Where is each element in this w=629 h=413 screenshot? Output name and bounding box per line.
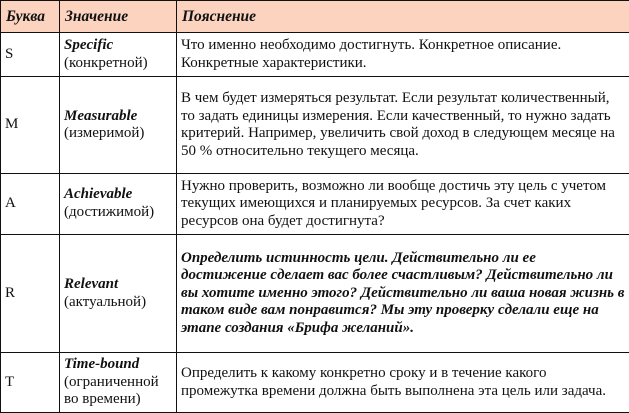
row-meaning (60, 353, 177, 413)
header-letter: Буква (1, 1, 60, 33)
table-row-achievable (1, 174, 629, 235)
row-explanation: В чем будет измеряться результат. Если результат количественный, то задать единицы измерения. Если качественный, то нужно задать критерий. Например, увеличить свой доход в следующем месяце на 50 % относительно текущего месяца. (177, 77, 629, 174)
term-ru: (конкретной) (64, 54, 148, 71)
header-row (1, 1, 629, 33)
row-letter: A (1, 174, 60, 235)
row-explanation: Что именно необходимо достигнуть. Конкретное описание. Конкретные характеристики. (177, 33, 629, 77)
term-en: Specific (64, 37, 114, 54)
table-row-time-bound (1, 353, 629, 413)
term-en: Achievable (64, 186, 133, 203)
row-meaning (60, 174, 177, 235)
row-letter: S (1, 33, 60, 77)
term-ru: (достижимой) (64, 203, 155, 220)
row-meaning (60, 77, 177, 174)
row-meaning (60, 234, 177, 352)
row-explanation: Нужно проверить, возможно ли вообще достичь эту цель с учетом текущих имеющихся и планируемых ресурсов. За счет каких ресурсов она будет достигнута? (177, 174, 629, 235)
term-en: Relevant (64, 276, 119, 293)
term-ru: (измеримой) (64, 125, 145, 142)
header-meaning: Значение (60, 1, 177, 33)
table-row-relevant (1, 234, 629, 352)
row-explanation: Определить истинность цели. Действительно ли ее достижение сделает вас более счастливым? Действительно ли вы хотите именно этого? Действительно ли ваша новая жизнь в таком виде вам понравится? Мы эту проверку сделали еще на этапе создания «Брифа желаний». (177, 234, 629, 352)
row-explanation: Определить к какому конкретно сроку и в течение какого промежутка времени должна быть выполнена эта цель или задача. (177, 353, 629, 413)
row-letter: R (1, 234, 60, 352)
row-meaning (60, 33, 177, 77)
term-en: Measurable (64, 107, 138, 124)
term-en: Time-bound (64, 356, 140, 373)
table-row-measurable (1, 77, 629, 174)
row-letter: T (1, 353, 60, 413)
table-row-specific (1, 33, 629, 77)
term-ru: (актуальной) (64, 293, 147, 310)
header-explanation: Пояснение (177, 1, 629, 33)
term-ru: (ограниченной во времени) (64, 373, 159, 408)
row-letter: M (1, 77, 60, 174)
